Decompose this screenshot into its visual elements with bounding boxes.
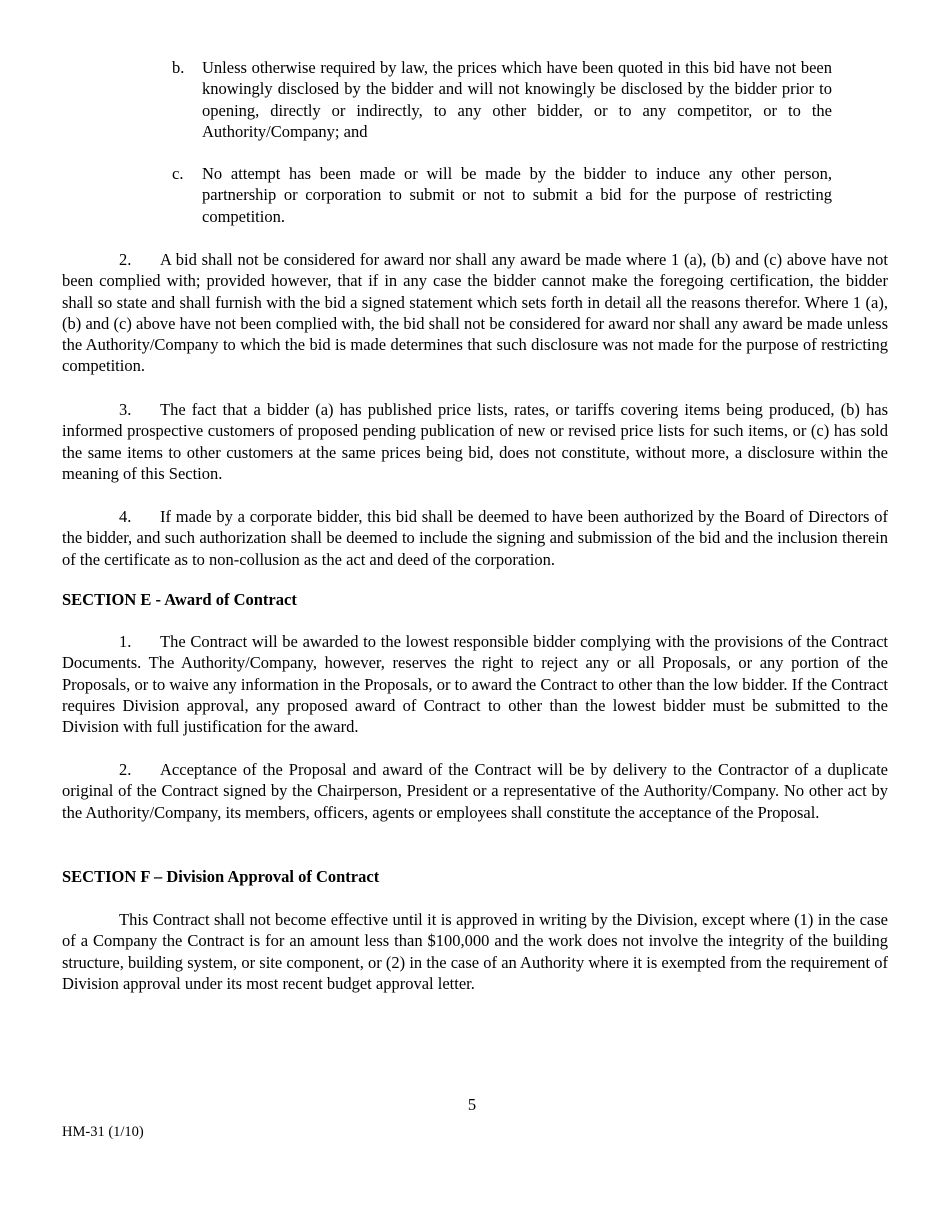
form-code: HM-31 (1/10): [62, 1124, 144, 1140]
section-e-heading: SECTION E - Award of Contract: [62, 590, 297, 609]
list-item-letter: c.: [172, 164, 184, 183]
paragraph-f: This Contract shall not become effective until it is approved in writing by the Division, except where (1) in the case of a Company the Contract is for an amount less than $100,000 and the work does not involve the integrity of the building structure, building system, or site component, or (2) in the case of an Authority where it is exempted from the requirement of Division approval under its most recent budget approval letter.: [62, 910, 888, 993]
paragraph-number: 1.: [119, 632, 132, 651]
paragraph-text: Acceptance of the Proposal and award of the Contract will be by delivery to the Contractor of a duplicate original of the Contract signed by the Chairperson, President or a representative of the Authority/Company. No other act by the Authority/Company, its members, officers, agents or employees shall constitute the acceptance of the Proposal.: [62, 760, 888, 822]
list-item-text: No attempt has been made or will be made by the bidder to induce any other person, partnership or corporation to submit or not to submit a bid for the purpose of restricting competition.: [202, 164, 832, 226]
section-f-heading: SECTION F – Division Approval of Contract: [62, 867, 380, 886]
paragraph-number: 3.: [119, 400, 132, 419]
paragraph-e1: [62, 631, 888, 737]
page-number: 5: [467, 1095, 477, 1114]
paragraph-text: If made by a corporate bidder, this bid shall be deemed to have been authorized by the Board of Directors of the bidder, and such authorization shall be deemed to include the signing and submission of the bid and the inclusion therein of the certificate as to non-collusion as the act and deed of the corporation.: [62, 507, 888, 569]
paragraph-text: The Contract will be awarded to the lowest responsible bidder complying with the provisions of the Contract Documents. The Authority/Company, however, reserves the right to reject any or all Proposals, or any portion of the Proposals, or to waive any information in the Proposals, or to award the Contract to other than the low bidder. If the Contract requires Division approval, any proposed award of Contract to other than the lowest bidder must be submitted to the Division with full justification for the award.: [62, 632, 888, 737]
paragraph-text: The fact that a bidder (a) has published price lists, rates, or tariffs covering items being produced, (b) has informed prospective customers of proposed pending publication of new or revised price lists for such items, or (c) has sold the same items to other customers at the same prices being bid, does not constitute, without more, a disclosure within the meaning of this Section.: [62, 400, 888, 483]
list-item-c: [172, 163, 832, 227]
paragraph-number: 4.: [119, 507, 132, 526]
list-item-letter: b.: [172, 58, 185, 77]
paragraph-d3: [62, 399, 888, 484]
paragraph-number: 2.: [119, 760, 132, 779]
paragraph-d4: [62, 506, 888, 570]
paragraph-d2: [62, 249, 888, 377]
paragraph-number: 2.: [119, 250, 132, 269]
list-item-text: Unless otherwise required by law, the prices which have been quoted in this bid have not been knowingly disclosed by the bidder and will not knowingly be disclosed by the bidder prior to opening, directly or indirectly, to any other bidder, or to any competitor, or to the Authority/Company; and: [202, 58, 832, 141]
paragraph-text: A bid shall not be considered for award nor shall any award be made where 1 (a), (b) and (c) above have not been complied with; provided however, that if in any case the bidder cannot make the foregoing certification, the bidder shall so state and shall furnish with the bid a signed statement which sets forth in detail all the reasons therefor. Where 1 (a), (b) and (c) above have not been complied with, the bid shall not be considered for award nor shall any award be made unless the Authority/Company to which the bid is made determines that such disclosure was not made for the purpose of restricting competition.: [62, 250, 888, 376]
list-item-b: [172, 57, 832, 142]
paragraph-e2: [62, 759, 888, 823]
